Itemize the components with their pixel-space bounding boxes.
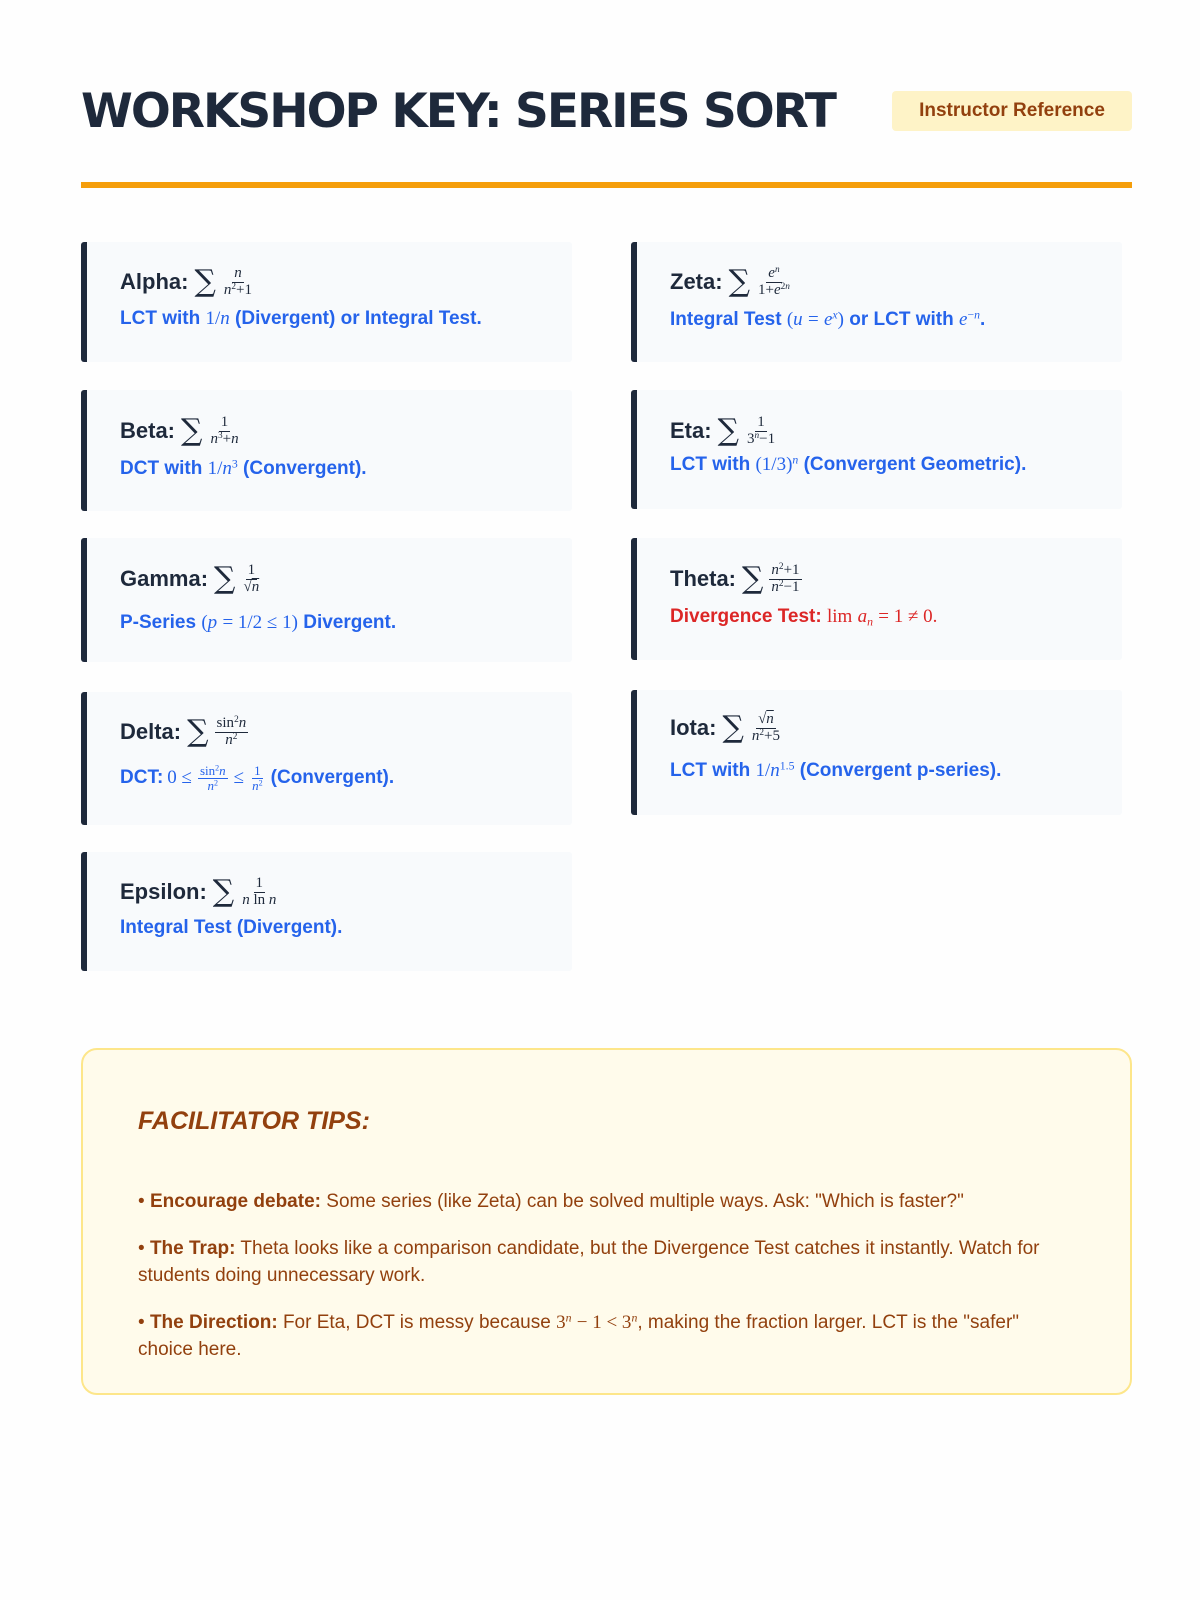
series-card-eta [631,390,1122,509]
solution-beta: DCT with $1/n^3$ (Convergent). [120,457,367,479]
facilitator-tips-box [81,1048,1132,1395]
series-card-alpha [81,242,572,362]
solution-eta: LCT with $(1/3)^n$ (Convergent Geometric). [670,453,1027,475]
solution-alpha: LCT with 1/n (Divergent) or Integral Test. [120,308,482,329]
tip-item-debate: • Encourage debate: Some series (like Zeta) can be solved multiple ways. Ask: "Which is faster?" [138,1191,964,1212]
solution-delta: DCT: 0 ≤ $\frac{\sin^2n}{n^2}$ ≤ $\frac{1}{n^2}$ (Convergent). [120,763,395,793]
tips-title: FACILITATOR TIPS: [138,1107,370,1135]
series-term-iota: $\frac{√n}{n^2+5}$ [751,711,780,744]
series-card-epsilon [81,852,572,971]
solution-epsilon: Integral Test (Divergent). [120,917,343,938]
tip-item-trap: • The Trap: Theta looks like a comparison candidate, but the Divergence Test catches it instantly. Watch for students doing unnecessary work. [138,1238,1040,1286]
sum-symbol: ∑ [722,710,744,746]
series-label-iota: Iota: ∑ $\frac{√n}{n^2+5}$ [670,710,780,746]
series-label-alpha: Alpha: ∑ $\frac{n}{n^2+1}$ [120,264,252,300]
series-label-delta: Delta: ∑ $\frac{\sin^2n}{n^2}$ [120,714,247,750]
sum-symbol: ∑ [194,264,216,300]
series-label-eta: Eta: ∑ $\frac{1}{3^n-1}$ [670,413,776,449]
series-card-zeta [631,242,1122,362]
series-card-theta [631,538,1122,660]
series-card-gamma [81,538,572,662]
page-header [81,82,1132,142]
sum-symbol: ∑ [181,413,203,449]
series-label-gamma: Gamma: ∑ $\frac{1}{√n}$ [120,561,260,597]
series-card-beta [81,390,572,511]
solution-theta: Divergence Test: $\lim a_n = 1 \ne 0$. [670,606,938,629]
series-term-theta: $\frac{n^2+1}{n^2-1}$ [771,561,800,595]
sum-symbol: ∑ [717,413,739,449]
solution-zeta: Integral Test $(u = e^x)$ or LCT with $e^{-n}$. [670,308,986,330]
sum-symbol: ∑ [742,561,764,597]
sum-symbol: ∑ [214,561,236,597]
series-term-beta: $\frac{1}{n^3+n}$ [210,414,239,447]
series-label-zeta: Zeta: ∑ $\frac{e^n}{1+e^{2n}}$ [670,264,790,300]
series-term-delta: $\frac{\sin^2n}{n^2}$ [216,714,247,748]
series-term-zeta: $\frac{e^n}{1+e^{2n}}$ [757,264,790,298]
series-term-alpha: $\frac{n}{n^2+1}$ [223,265,252,298]
series-term-epsilon: $\frac{1}{\text{n ln n}}$ [242,875,277,908]
solution-iota: LCT with $1/n^{1.5}$ (Convergent p-series). [670,759,1002,781]
sum-symbol: ∑ [212,874,235,910]
series-card-delta [81,692,572,825]
tip-item-direction: • The Direction: For Eta, DCT is messy because $3^n - 1 < 3^n$, making the fraction larger. LCT is the "safer" choice here. [138,1311,1020,1360]
series-term-gamma: $\frac{1}{√n}$ [243,562,260,595]
series-term-eta: $\frac{1}{3^n-1}$ [746,414,776,447]
instructor-reference-badge: Instructor Reference [892,91,1132,131]
solution-gamma: P-Series (p = 1/2 ≤ 1) Divergent. [120,612,397,633]
series-card-iota [631,690,1122,815]
header-divider [81,182,1132,188]
sum-symbol: ∑ [728,264,750,300]
sum-symbol: ∑ [187,714,209,750]
series-label-epsilon: Epsilon: ∑ $\frac{1}{\text{n ln n}}$ [120,874,277,910]
series-label-theta: Theta: ∑ $\frac{n^2+1}{n^2-1}$ [670,561,800,597]
series-label-beta: Beta: ∑ $\frac{1}{n^3+n}$ [120,413,239,449]
page-title: WORKSHOP KEY: SERIES SORT [81,84,835,139]
